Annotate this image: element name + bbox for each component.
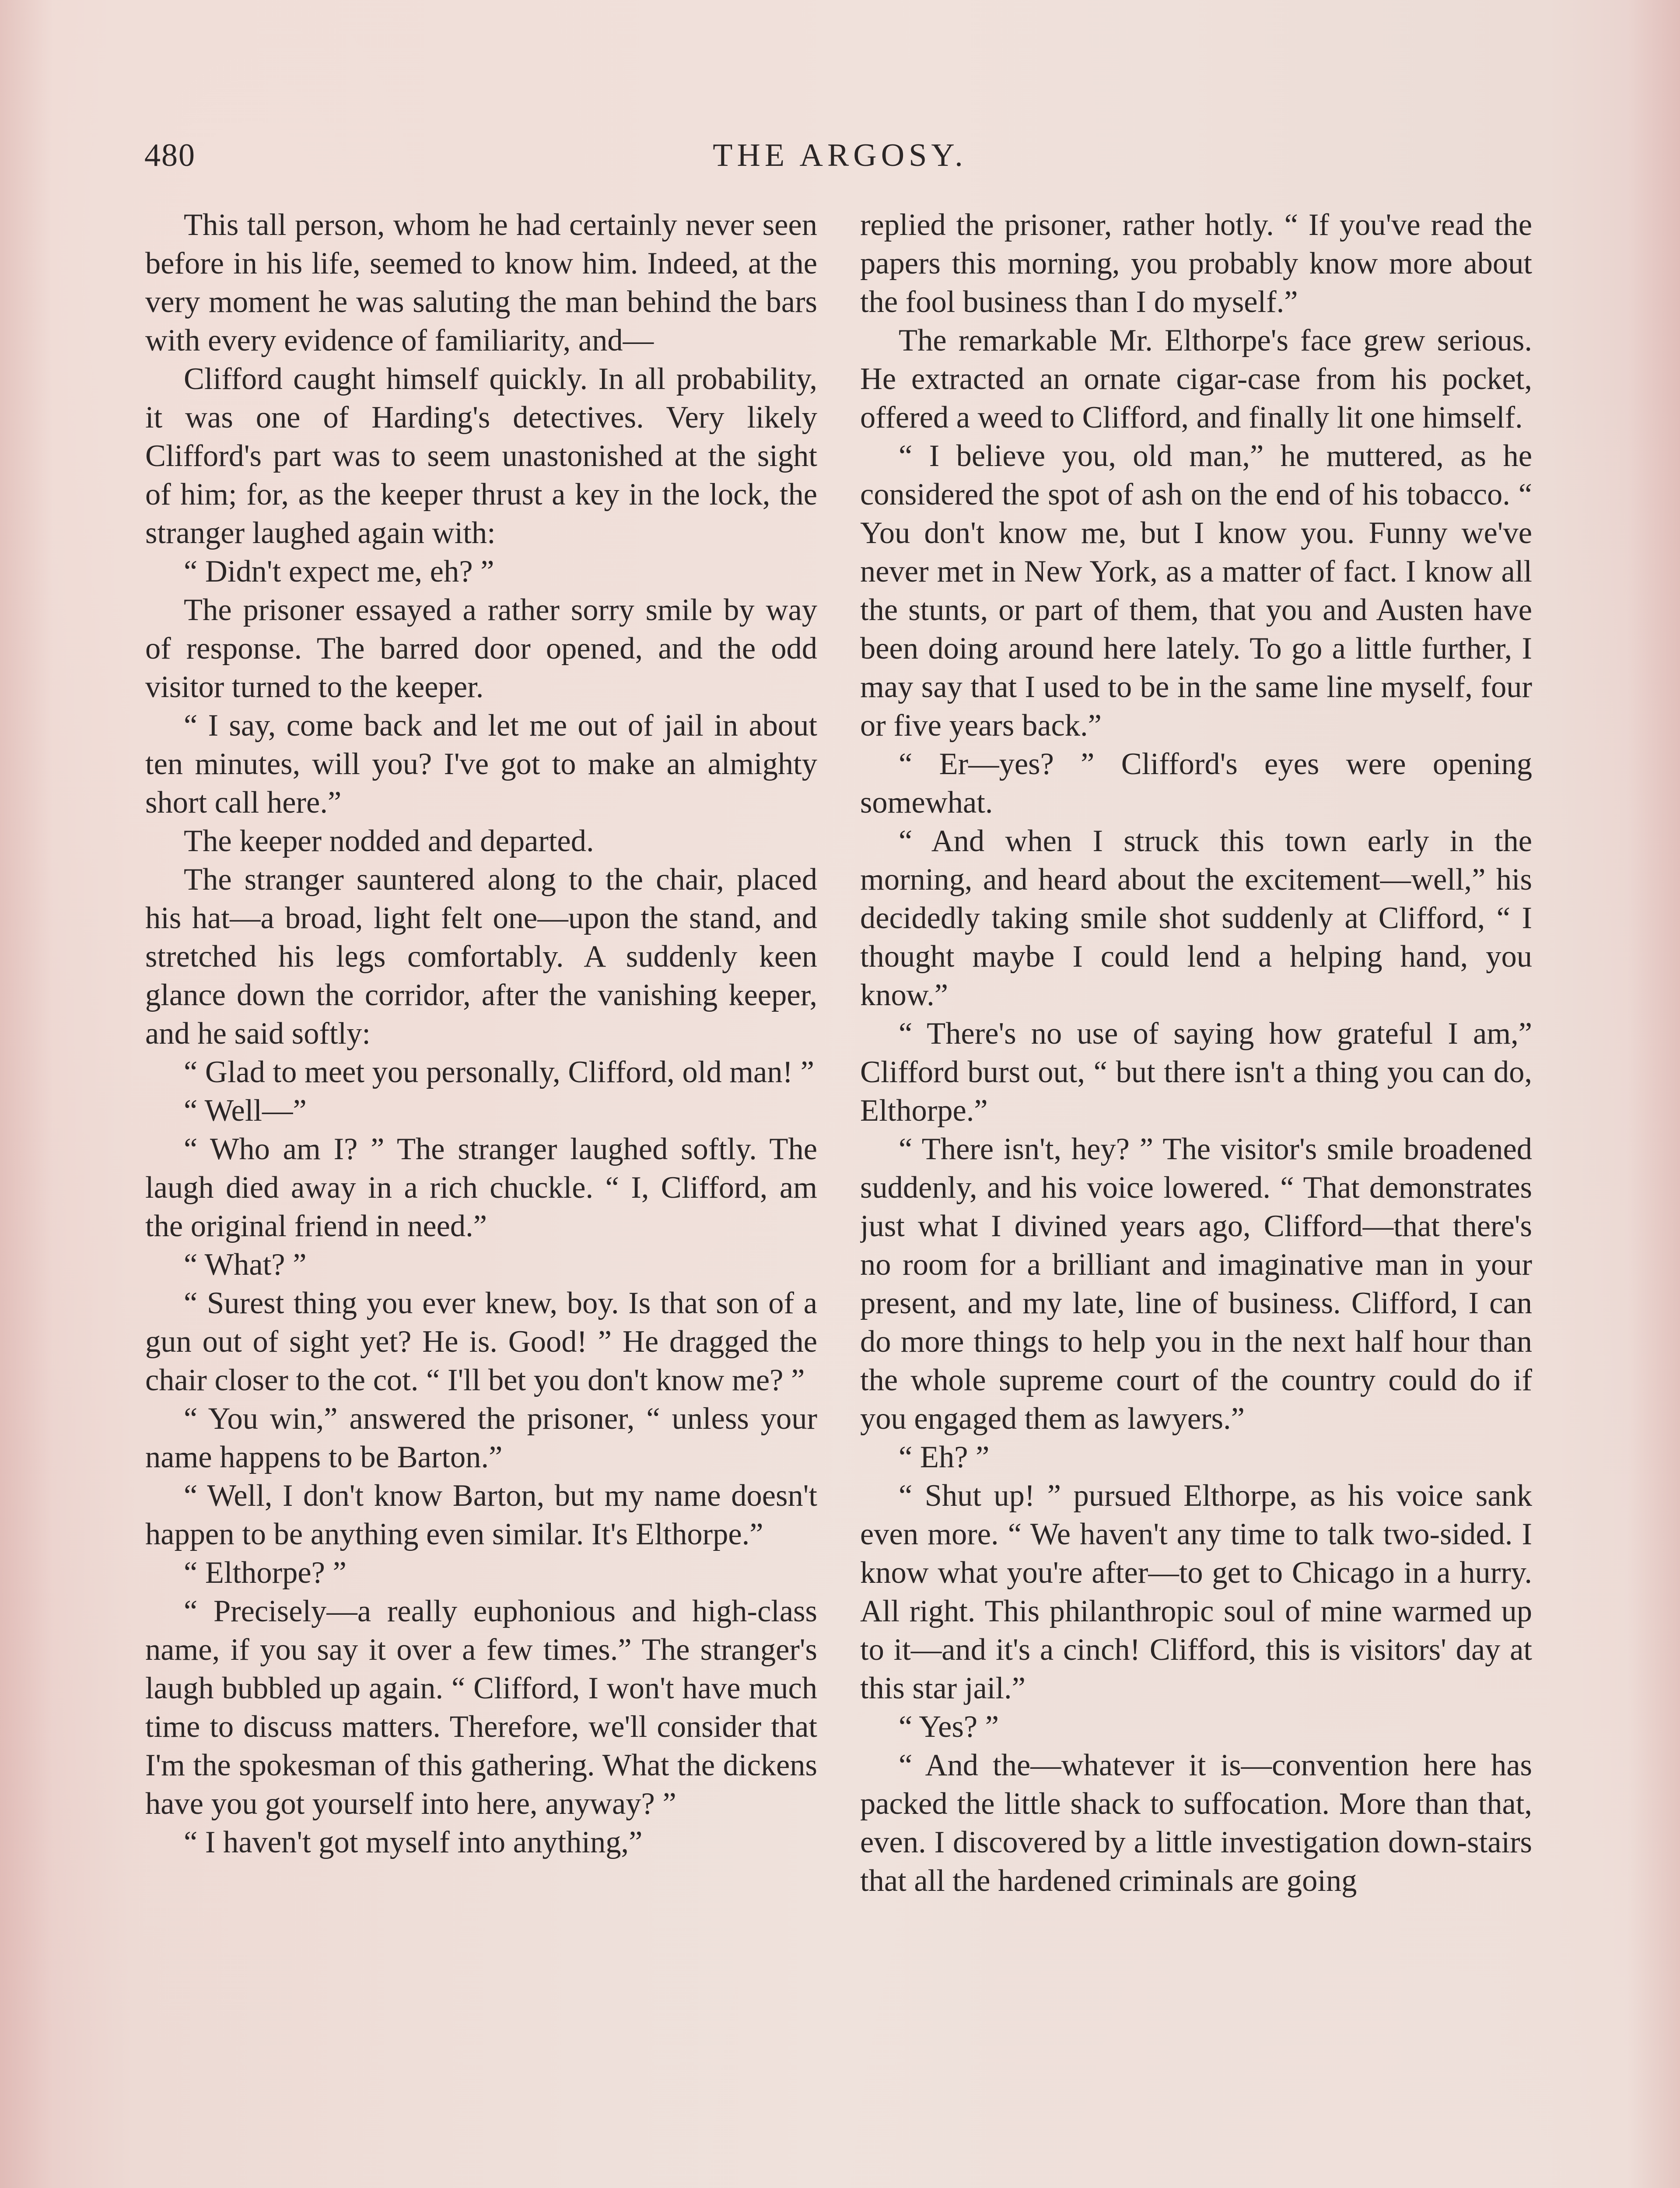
paragraph: “ Well—”	[184, 1094, 307, 1128]
right-column	[860, 206, 1532, 2188]
paragraph: The keeper nodded and departed.	[184, 824, 594, 858]
paragraph: The remarkable Mr. Elthorpe's face grew serious. He extracted an ornate cigar-case from his pocket, offered a weed to Clifford, and finally lit one himself.	[860, 323, 1532, 435]
paragraph: “ I haven't got myself into anything,”	[184, 1825, 643, 1859]
paragraph: “ Glad to meet you personally, Clifford, old man! ”	[184, 1055, 814, 1089]
running-head: THE ARGOSY.	[713, 137, 967, 173]
text-columns	[145, 206, 1532, 2188]
paragraph: Clifford caught himself quickly. In all probability, it was one of Harding's detectives. Very likely Clifford's part was to seem unastonished at the sight of him; for, as the keeper thrust a key in the lock, the stranger laughed again with:	[145, 362, 817, 550]
paragraph: The stranger sauntered along to the chair, placed his hat—a broad, light felt one—upon the stand, and stretched his legs comfortably. A suddenly keen glance down the corridor, after the vanishing keeper, and he said softly:	[145, 863, 817, 1051]
page-number: 480	[144, 137, 196, 173]
paragraph: “ And the—whatever it is—convention here has packed the little shack to suffocation. More than that, even. I discovered by a little investigation down-stairs that all the hardened criminals are going	[860, 1748, 1532, 1898]
page-header	[144, 131, 1536, 179]
paragraph: “ Didn't expect me, eh? ”	[184, 554, 494, 589]
page-edge-shading-right	[1628, 0, 1680, 2188]
paragraph: “ Shut up! ” pursued Elthorpe, as his voice sank even more. “ We haven't any time to talk two-sided. I know what you're after—to get to Chicago in a hurry. All right. This philanthropic soul of mine warmed up to it—and it's a cinch! Clifford, this is visitors' day at this star jail.”	[860, 1479, 1532, 1705]
paragraph: replied the prisoner, rather hotly. “ If you've read the papers this morning, you probably know more about the fool business than I do myself.”	[860, 208, 1532, 319]
paragraph: “ What? ”	[184, 1248, 307, 1282]
paragraph: “ And when I struck this town early in the morning, and heard about the excitement—well,” his decidedly taking smile shot suddenly at Clifford, “ I thought maybe I could lend a helping hand, you know.”	[860, 824, 1532, 1012]
paragraph: “ Elthorpe? ”	[184, 1556, 346, 1590]
paragraph: “ There's no use of saying how grateful I am,” Clifford burst out, “ but there isn't a thing you can do, Elthorpe.”	[860, 1017, 1532, 1128]
paragraph: “ Er—yes? ” Clifford's eyes were opening somewhat.	[860, 747, 1532, 820]
left-column	[145, 206, 817, 2188]
paragraph: The prisoner essayed a rather sorry smile by way of response. The barred door opened, and the odd visitor turned to the keeper.	[145, 593, 817, 704]
paragraph: “ Precisely—a really euphonious and high-class name, if you say it over a few times.” The stranger's laugh bubbled up again. “ Clifford, I won't have much time to discuss matters. Therefore, we'll consider that I'm the spokesman of this gathering. What the dickens have you got yourself into here, anyway? ”	[145, 1594, 817, 1821]
paragraph: “ I say, come back and let me out of jail in about ten minutes, will you? I've got to make an almighty short call here.”	[145, 708, 817, 820]
paragraph: “ Well, I don't know Barton, but my name doesn't happen to be anything even similar. It's Elthorpe.”	[145, 1479, 817, 1551]
paragraph: “ You win,” answered the prisoner, “ unless your name happens to be Barton.”	[145, 1402, 817, 1474]
paragraph: “ Yes? ”	[899, 1710, 999, 1744]
paragraph: “ There isn't, hey? ” The visitor's smile broadened suddenly, and his voice lowered. “ That demonstrates just what I divined years ago, Clifford—that there's no room for a brilliant and imaginative man in your present, and my late, line of business. Clifford, I can do more things to help you in the next half hour than the whole supreme court of the country could do if you engaged them as lawyers.”	[860, 1132, 1532, 1436]
paragraph: “ Eh? ”	[899, 1440, 990, 1474]
paragraph: “ Who am I? ” The stranger laughed softly. The laugh died away in a rich chuckle. “ I, Clifford, am the original friend in need.”	[145, 1132, 817, 1243]
paragraph: “ Surest thing you ever knew, boy. Is that son of a gun out of sight yet? He is. Good! ” He dragged the chair closer to the cot. “ I'll bet you don't know me? ”	[145, 1286, 817, 1397]
page-edge-shading-left	[0, 0, 52, 2188]
paragraph: This tall person, whom he had certainly never seen before in his life, seemed to know him. Indeed, at the very moment he was saluting the man behind the bars with every evidence of familiarity, and—	[145, 208, 817, 358]
paragraph: “ I believe you, old man,” he muttered, as he considered the spot of ash on the end of his tobacco. “ You don't know me, but I know you. Funny we've never met in New York, as a matter of fact. I know all the stunts, or part of them, that you and Austen have been doing around here lately. To go a little further, I may say that I used to be in the same line myself, four or five years back.”	[860, 439, 1532, 743]
